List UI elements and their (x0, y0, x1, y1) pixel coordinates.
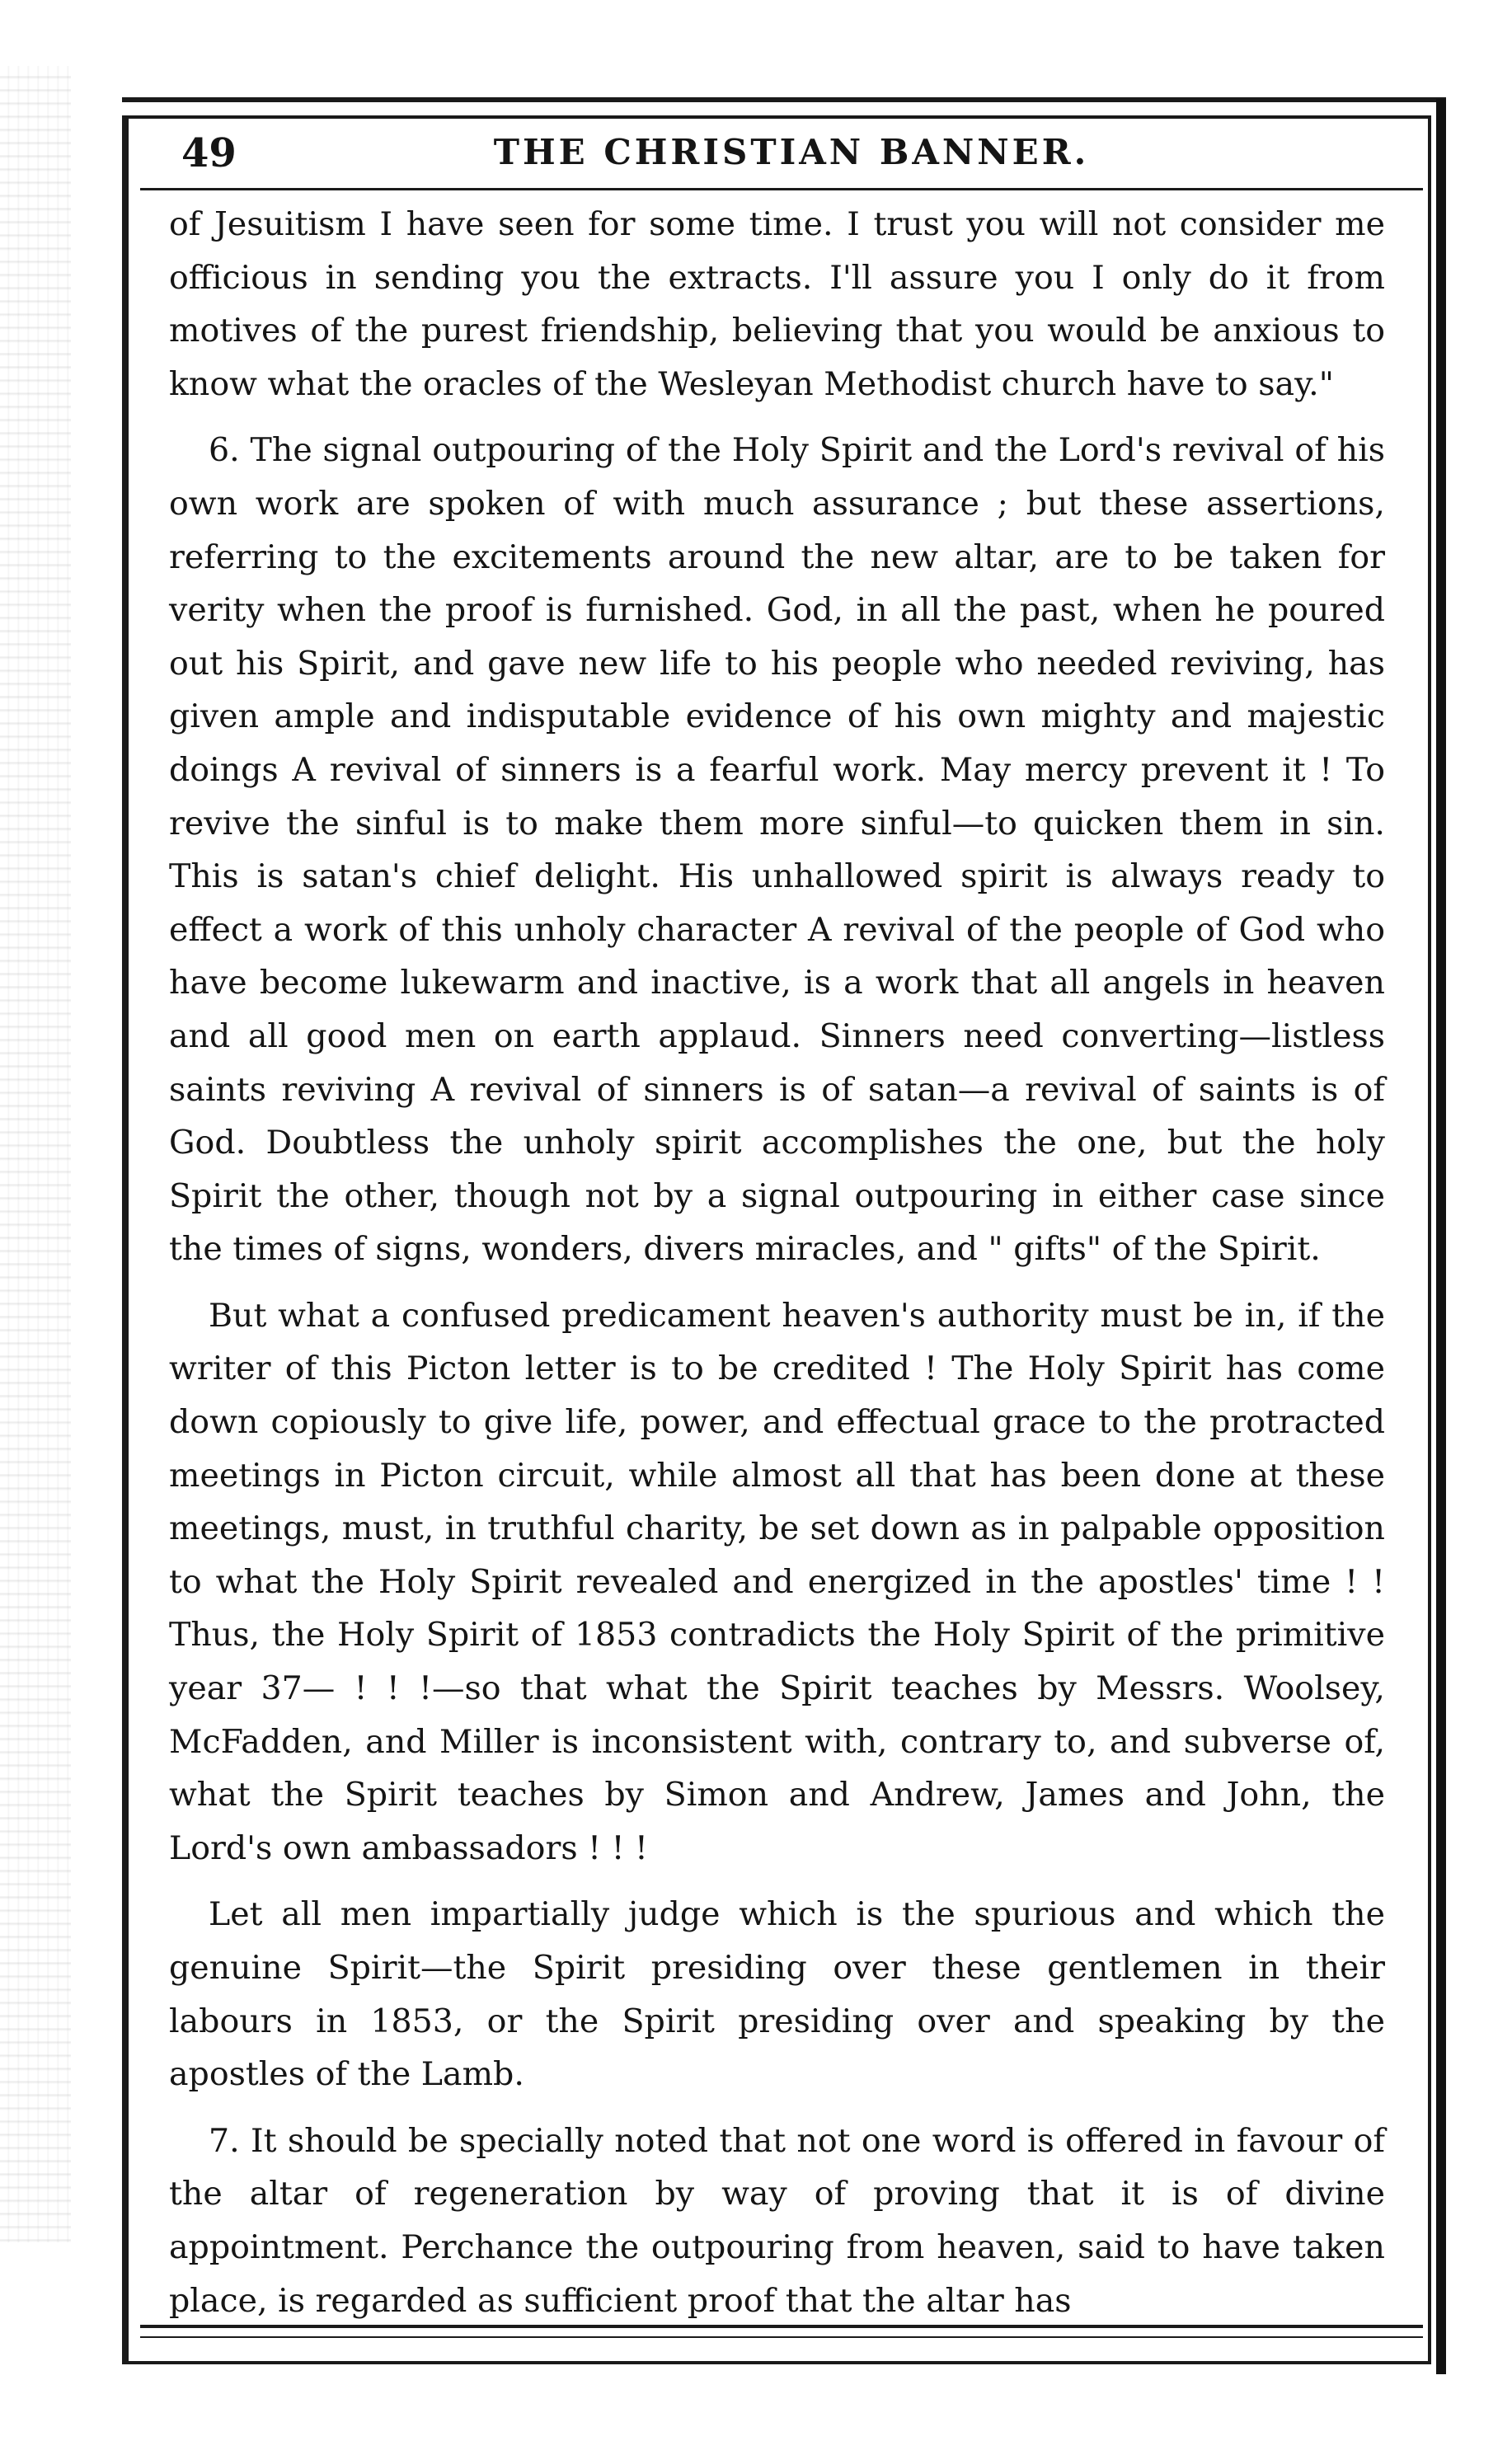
paragraph-7: 7. It should be specially noted that not one word is offered in favour of the altar of regeneration by way of proving that it is of divine appointment. Perchance the outpouring from heaven, said to have taken place, is regarded as sufficient proof that the altar has (169, 2121, 1385, 2320)
scan-margin-speckle (0, 66, 71, 2242)
running-head: THE CHRISTIAN BANNER. (493, 132, 1090, 172)
header-rule (140, 188, 1423, 190)
paragraph-confused-predicament: But what a confused predicament heaven's authority must be in, if the writer of this Picton letter is to be credited ! The Holy Spirit has come down copiously to give life, power, and effectual grace to the protracted meetings in Picton circuit, while almost all that has been done at these meetings, must, in truthful charity, be set down as in palpable opposition to what the Holy Spirit revealed and energized in the apostles' time ! ! Thus, the Holy Spirit of 1853 contradicts the Holy Spirit of the primitive year 37— ! ! !—so that what the Spirit teaches by Messrs. Woolsey, McFadden, and Miller is inconsistent with, contrary to, and subverse of, what the Spirit teaches by Simon and Andrew, James and John, the Lord's own ambassadors ! ! ! (169, 1296, 1385, 1867)
frame-right-rule (1436, 99, 1446, 2374)
frame-top-rule (122, 97, 1446, 102)
body-text (169, 198, 1385, 2327)
page-header (165, 124, 1418, 181)
page-number: 49 (181, 130, 237, 176)
bottom-rule-thin (140, 2336, 1423, 2338)
paragraph-let-all-men: Let all men impartially judge which is the spurious and which the genuine Spirit—the Spirit presiding over these gentlemen in their labours in 1853, or the Spirit presiding over and speaking by the apostles of the Lamb. (169, 1895, 1385, 2094)
paragraph-6: 6. The signal outpouring of the Holy Spirit and the Lord's revival of his own work are spoken of with much assurance ; but these assertions, referring to the excitements around the new altar, are to be taken for verity when the proof is furnished. God, in all the past, when he poured out his Spirit, and gave new life to his people who needed reviving, has given ample and indisputable evidence of his own mighty and majestic doings A revival of sinners is a fearful work. May mercy prevent it ! To revive the sinful is to make them more sinful—to quicken them in sin. This is satan's chief delight. His unhallowed spirit is always ready to effect a work of this unholy character A revival of the people of God who have become lukewarm and inactive, is a work that all angels in heaven and all good men on earth applaud. Sinners need converting—listless saints reviving A revival of sinners is of satan—a revival of saints is of God. Doubtless the unholy spirit accomplishes the one, but the holy Spirit the other, though not by a signal outpouring in either case since the times of signs, wonders, divers miracles, and " gifts" of the Spirit. (169, 431, 1385, 1269)
bottom-rule (140, 2325, 1423, 2328)
paragraph-continuation: of Jesuitism I have seen for some time. I trust you will not consider me officious in sending you the extracts. I'll assure you I only do it from motives of the purest friendship, believing that you would be anxious to know what the oracles of the Wesleyan Methodist church have to say." (169, 205, 1385, 403)
